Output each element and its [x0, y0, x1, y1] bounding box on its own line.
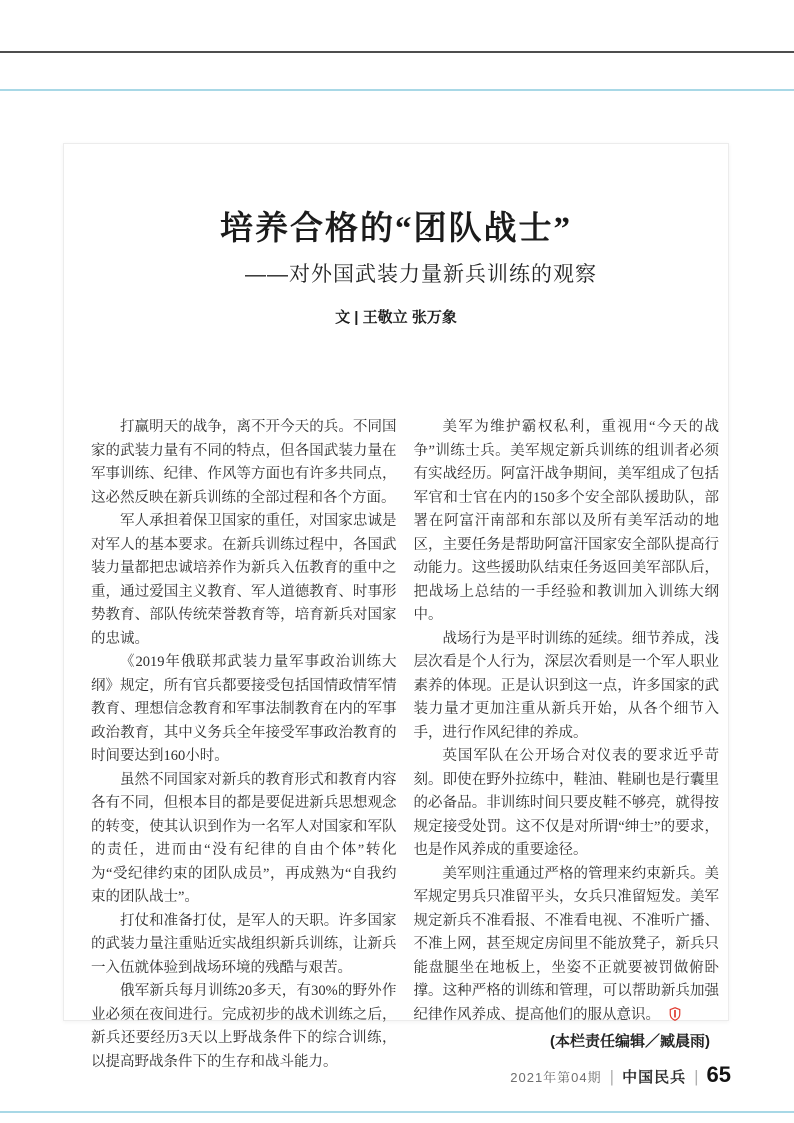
article-title: 培养合格的“团队战士”	[220, 211, 572, 247]
article-byline: 文 | 王敬立 张万象	[335, 309, 457, 326]
article-body	[91, 416, 719, 1074]
top-dark-rule	[0, 51, 794, 53]
footer-page-number: 65	[706, 1062, 731, 1087]
paragraph: 打仗和准备打仗，是军人的天职。许多国家的武装力量注重贴近实战组织新兵训练，让新兵一入伍就体验到战场环境的残酷与艰苦。	[91, 912, 397, 976]
paragraph: 《2019年俄联邦武装力量军事政治训练大纲》规定，所有官兵都要接受包括国情政情军情教育、理想信念教育和军事法制教育在内的军事政治教育，其中义务兵全年接受军事政治教育的时间要达到160小时。	[91, 654, 397, 764]
paragraph: 军人承担着保卫国家的重任，对国家忠诚是对军人的基本要求。在新兵训练过程中，各国武装力量都把忠诚培养作为新兵入伍教育的重中之重，通过爱国主义教育、军人道德教育、时事形势教育、部队传统荣誉教育等，培育新兵对国家的忠诚。	[91, 513, 397, 647]
paragraph: 俄军新兵每月训练20多天，有30%的野外作业必须在夜间进行。完成初步的战术训练之后，新兵还要经历3天以上野战条件下的综合训练，以提高野战条件下的生存和战斗能力。	[91, 983, 397, 1070]
footer-journal: 中国民兵	[622, 1069, 687, 1086]
footer-separator: |	[609, 1067, 615, 1086]
paragraph: 打赢明天的战争，离不开今天的兵。不同国家的武装力量有不同的特点，但各国武装力量在军事训练、纪律、作风等方面也有许多共同点，这必然反映在新兵训练的全部过程和各个方面。	[91, 419, 397, 506]
column-left	[91, 416, 397, 1074]
column-right	[414, 416, 720, 1074]
editor-note: (本栏责任编辑／臧晨雨)	[550, 1033, 710, 1050]
paragraph: 英国军队在公开场合对仪表的要求近乎苛刻。即使在野外拉练中，鞋油、鞋刷也是行囊里的必备品。非训练时间只要皮鞋不够亮，就得按规定接受处罚。这不仅是对所谓“绅士”的要求，也是作风养成的重要途径。	[413, 748, 719, 858]
paragraph: 美军为维护霸权私利，重视用“今天的战争”训练士兵。美军规定新兵训练的组训者必须有实战经历。阿富汗战争期间，美军组成了包括军官和士官在内的150多个安全部队援助队，部署在阿富汗南部和东部以及所有美军活动的地区，主要任务是帮助阿富汗国家安全部队提高行动能力。这些援助队结束任务返回美军部队后，把战场上总结的一手经验和教训加入训练大纲中。	[413, 419, 719, 623]
paragraph: 美军则注重通过严格的管理来约束新兵。美军规定男兵只准留平头，女兵只准留短发。美军规定新兵不准看报、不准看电视、不准听广播、不准上网，甚至规定房间里不能放凳子，新兵只能盘腿坐在地板上，坐姿不正就要被罚做俯卧撑。这种严格的训练和管理，可以帮助新兵加强纪律作风养成、提高他们的服从意识。	[413, 865, 719, 1023]
article-subtitle: ——对外国武装力量新兵训练的观察	[245, 263, 597, 286]
bottom-teal-rule	[0, 1111, 794, 1113]
article-end-icon	[669, 1007, 681, 1021]
page-footer	[510, 1062, 731, 1088]
paragraph: 虽然不同国家对新兵的教育形式和教育内容各有不同，但根本目的都是要促进新兵思想观念的转变，使其认识到作为一名军人对国家和军队的责任，进而由“没有纪律的自由个体”转化为“受纪律约束的团队成员”，再成熟为“自我约束的团队战士”。	[91, 771, 397, 905]
top-teal-rule	[0, 89, 794, 91]
paragraph: 战场行为是平时训练的延续。细节养成，浅层次看是个人行为，深层次看则是一个军人职业素养的体现。正是认识到这一点，许多国家的武装力量才更加注重从新兵开始，从各个细节入手，进行作风纪律的养成。	[413, 630, 719, 741]
footer-separator: |	[694, 1067, 699, 1086]
footer-issue: 2021年第04期	[510, 1070, 602, 1085]
